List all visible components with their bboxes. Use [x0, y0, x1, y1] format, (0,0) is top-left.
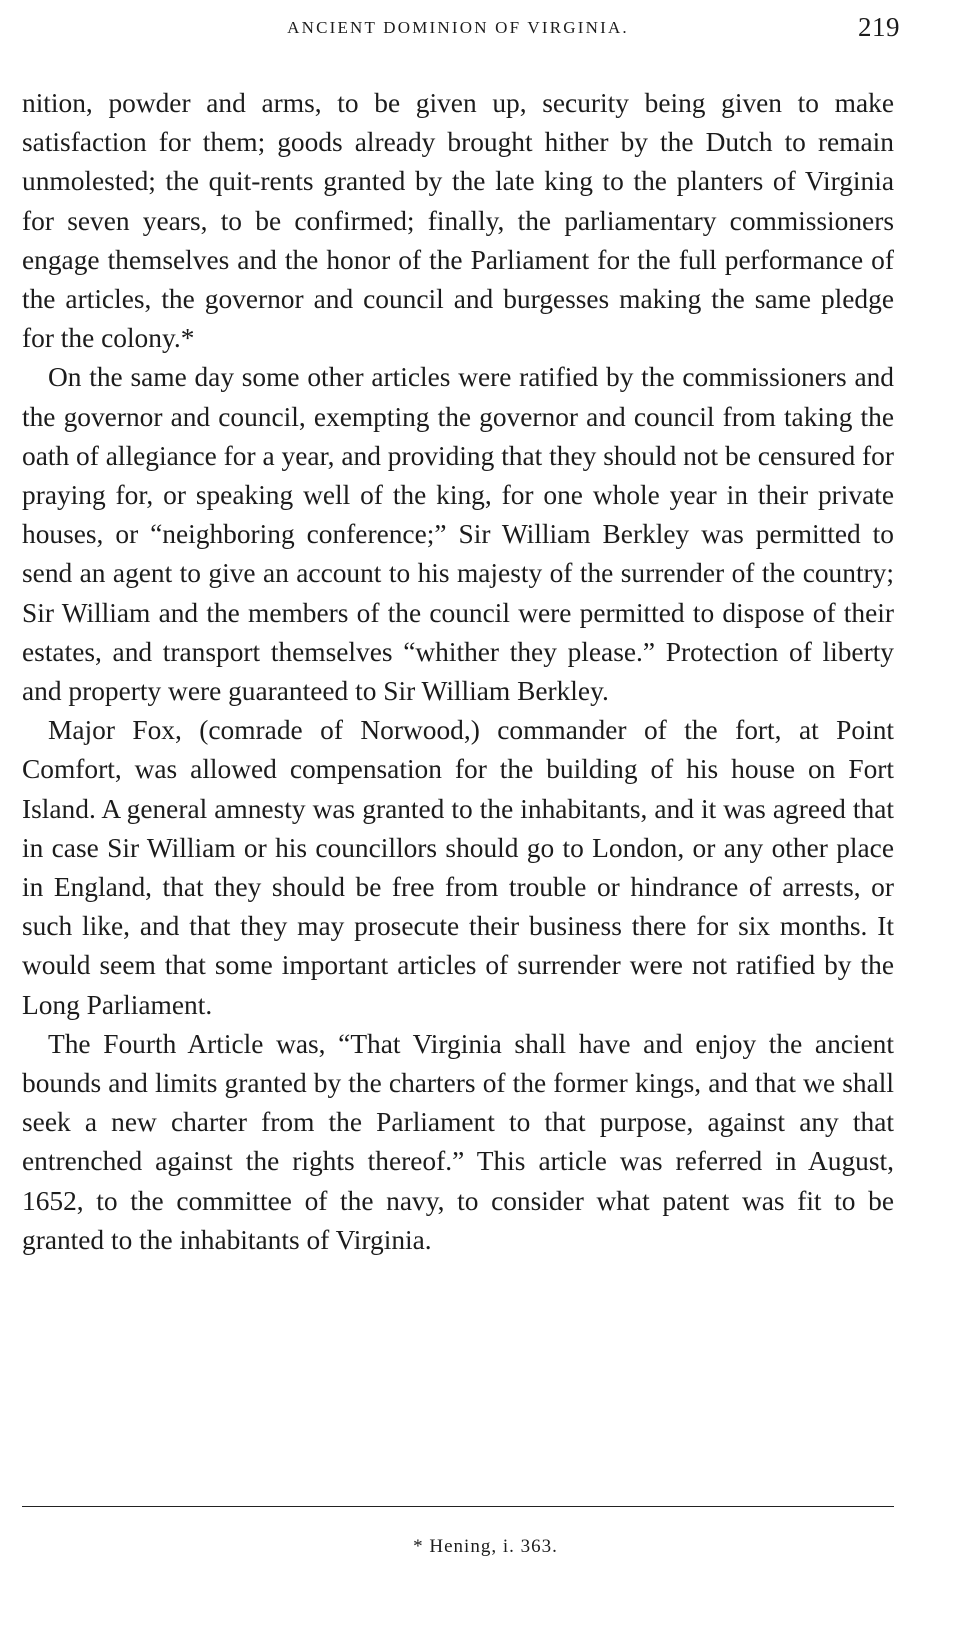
body-text	[22, 84, 894, 1260]
paragraph-fourth-article: The Fourth Article was, “That Virginia shall have and enjoy the ancient bounds and limits granted by the charters of the former kings, and that we shall seek a new charter from the Parliament to that purpose, against any that entrenched against the rights thereof.” This article was referred in August, 1652, to the committee of the navy, to consider what patent was fit to be granted to the inhabitants of Virginia.	[22, 1028, 894, 1255]
page-number: 219	[858, 12, 900, 42]
paragraph-major-fox: Major Fox, (comrade of Norwood,) commander of the fort, at Point Comfort, was allowed compensation for the building of his house on Fort Island. A general amnesty was granted to the inhabitants, and it was agreed that in case Sir William or his councillors should go to London, or any other place in England, that they should be free from trouble or hindrance of arrests, or such like, and that they may prosecute their business there for six months. It would seem that some important articles of surrender were not ratified by the Long Parliament.	[22, 715, 894, 1020]
paragraph-other-articles: On the same day some other articles were ratified by the commissioners and the governor and council, exempting the governor and council from taking the oath of allegiance for a year, and providing that they should not be censured for praying for, or speaking well of the king, for one whole year in their private houses, or “neighboring conference;” Sir William Berkley was permitted to send an agent to give an account to his majesty of the surrender of the country; Sir William and the members of the council were permitted to dispose of their estates, and transport themselves “whither they please.” Protection of liberty and property were guaranteed to Sir William Berkley.	[22, 362, 894, 707]
running-head	[22, 12, 900, 48]
footnote-divider	[22, 1506, 894, 1507]
paragraph-continuation: nition, powder and arms, to be given up, security being given to make satisfaction for them; goods already brought hither by the Dutch to remain unmolested; the quit-rents granted by the late king to the planters of Virginia for seven years, to be confirmed; finally, the parliamentary commissioners engage themselves and the honor of the Parliament for the full performance of the articles, the governor and council and burgesses making the same pledge for the colony.*	[22, 88, 894, 354]
running-title: ANCIENT DOMINION OF VIRGINIA.	[287, 18, 629, 37]
footnote: * Hening, i. 363.	[413, 1536, 558, 1557]
